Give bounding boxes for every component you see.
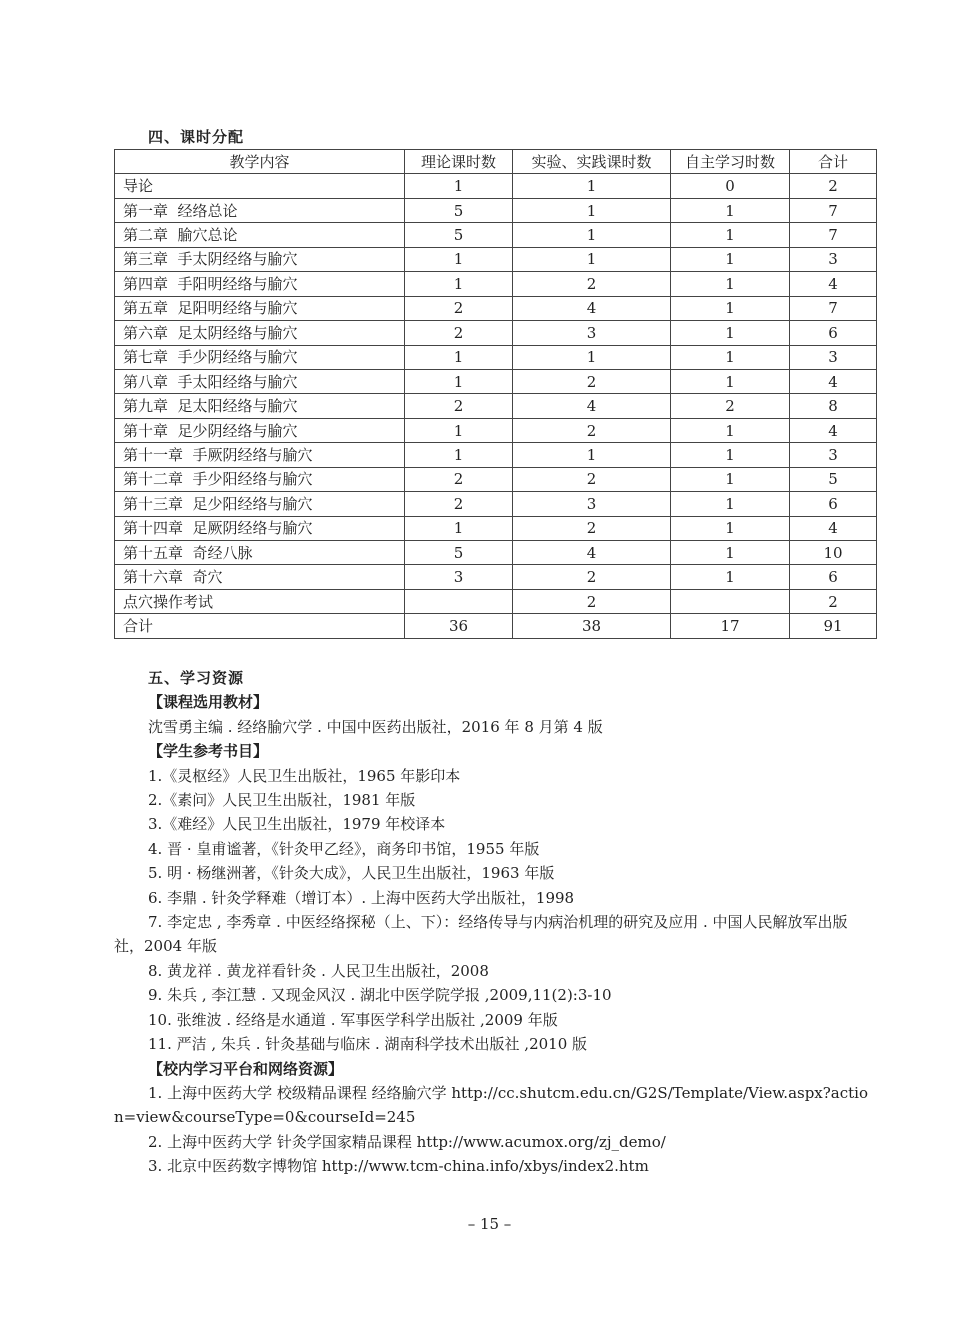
reference-item: 5. 明 · 杨继洲著，《针灸大成》，人民卫生出版社，1963 年版 bbox=[148, 864, 555, 883]
cell-practice-hours: 1 bbox=[513, 345, 671, 369]
references-heading: 【学生参考书目】 bbox=[148, 742, 269, 761]
cell-content: 第一章 经络总论 bbox=[115, 198, 405, 222]
cell-total: 91 bbox=[790, 614, 877, 638]
table-row bbox=[115, 614, 877, 638]
cell-self-study-hours: 1 bbox=[671, 418, 790, 442]
header-content: 教学内容 bbox=[115, 150, 405, 174]
section-5-title: 五、学习资源 bbox=[148, 669, 245, 687]
cell-theory-hours: 1 bbox=[405, 174, 513, 198]
cell-self-study-hours: 17 bbox=[671, 614, 790, 638]
cell-self-study-hours: 1 bbox=[671, 467, 790, 491]
learning-resources bbox=[114, 666, 876, 1179]
reference-item: 6. 李鼎 . 针灸学释难（增订本）. 上海中医药大学出版社，1998 bbox=[148, 888, 575, 907]
cell-self-study-hours: 2 bbox=[671, 394, 790, 418]
reference-item: 9. 朱兵 , 李江慧 . 又现金风汉 . 湖北中医学院学报 ,2009,11(2):3-10 bbox=[148, 986, 612, 1005]
cell-practice-hours: 3 bbox=[513, 492, 671, 516]
cell-practice-hours: 4 bbox=[513, 541, 671, 565]
cell-self-study-hours: 1 bbox=[671, 321, 790, 345]
cell-total: 4 bbox=[790, 272, 877, 296]
cell-practice-hours: 2 bbox=[513, 369, 671, 393]
cell-content: 第二章 腧穴总论 bbox=[115, 223, 405, 247]
table-row bbox=[115, 174, 877, 198]
cell-theory-hours: 2 bbox=[405, 321, 513, 345]
cell-practice-hours: 1 bbox=[513, 223, 671, 247]
online-resources-heading: 【校内学习平台和网络资源】 bbox=[148, 1059, 344, 1078]
reference-item: 1.《灵枢经》人民卫生出版社，1965 年影印本 bbox=[148, 766, 461, 785]
table-row bbox=[115, 345, 877, 369]
table-row bbox=[115, 296, 877, 320]
cell-self-study-hours: 1 bbox=[671, 443, 790, 467]
cell-self-study-hours: 1 bbox=[671, 223, 790, 247]
textbook-entry: 沈雪勇主编 . 经络腧穴学 . 中国中医药出版社，2016 年 8 月第 4 版 bbox=[148, 717, 603, 736]
cell-content: 第三章 手太阴经络与腧穴 bbox=[115, 247, 405, 271]
table-row bbox=[115, 272, 877, 296]
cell-practice-hours: 2 bbox=[513, 516, 671, 540]
cell-total: 2 bbox=[790, 589, 877, 613]
cell-practice-hours: 1 bbox=[513, 198, 671, 222]
cell-total: 3 bbox=[790, 247, 877, 271]
cell-total: 6 bbox=[790, 321, 877, 345]
cell-content: 第七章 手少阴经络与腧穴 bbox=[115, 345, 405, 369]
cell-practice-hours: 1 bbox=[513, 443, 671, 467]
cell-practice-hours: 2 bbox=[513, 418, 671, 442]
cell-practice-hours: 2 bbox=[513, 272, 671, 296]
table-row bbox=[115, 467, 877, 491]
cell-content: 第十六章 奇穴 bbox=[115, 565, 405, 589]
cell-content: 合计 bbox=[115, 614, 405, 638]
cell-practice-hours: 4 bbox=[513, 394, 671, 418]
online-resource-item: 1. 上海中医药大学 校级精品课程 经络腧穴学 http://cc.shutcm.edu.cn/G2S/Template/View.aspx?action=view&courseType=0&courseId=245 bbox=[114, 1083, 869, 1127]
table-row bbox=[115, 394, 877, 418]
cell-total: 2 bbox=[790, 174, 877, 198]
cell-practice-hours: 1 bbox=[513, 247, 671, 271]
cell-theory-hours: 1 bbox=[405, 369, 513, 393]
cell-theory-hours: 1 bbox=[405, 247, 513, 271]
reference-item: 3.《难经》人民卫生出版社，1979 年校译本 bbox=[148, 815, 446, 834]
section-4-title: 四、课时分配 bbox=[148, 128, 245, 146]
cell-practice-hours: 2 bbox=[513, 589, 671, 613]
online-resource-list bbox=[114, 1081, 876, 1179]
cell-theory-hours: 2 bbox=[405, 492, 513, 516]
cell-content: 第八章 手太阳经络与腧穴 bbox=[115, 369, 405, 393]
table-row bbox=[115, 247, 877, 271]
cell-theory-hours: 1 bbox=[405, 418, 513, 442]
reference-item: 8. 黄龙祥 . 黄龙祥看针灸 . 人民卫生出版社，2008 bbox=[148, 961, 489, 980]
cell-content: 第十四章 足厥阴经络与腧穴 bbox=[115, 516, 405, 540]
cell-practice-hours: 38 bbox=[513, 614, 671, 638]
header-self-study-hours: 自主学习时数 bbox=[671, 150, 790, 174]
cell-content: 第九章 足太阳经络与腧穴 bbox=[115, 394, 405, 418]
cell-total: 8 bbox=[790, 394, 877, 418]
cell-theory-hours: 36 bbox=[405, 614, 513, 638]
table-row bbox=[115, 541, 877, 565]
cell-self-study-hours: 1 bbox=[671, 296, 790, 320]
cell-content: 第四章 手阳明经络与腧穴 bbox=[115, 272, 405, 296]
cell-theory-hours: 2 bbox=[405, 467, 513, 491]
cell-theory-hours: 1 bbox=[405, 516, 513, 540]
cell-practice-hours: 3 bbox=[513, 321, 671, 345]
cell-theory-hours: 5 bbox=[405, 541, 513, 565]
online-resource-item: 2. 上海中医药大学 针灸学国家精品课程 http://www.acumox.org/zj_demo/ bbox=[148, 1132, 666, 1151]
cell-self-study-hours: 1 bbox=[671, 272, 790, 296]
page-number: – 15 – bbox=[467, 1215, 512, 1233]
cell-total: 6 bbox=[790, 565, 877, 589]
cell-total: 7 bbox=[790, 198, 877, 222]
cell-theory-hours: 1 bbox=[405, 443, 513, 467]
cell-total: 3 bbox=[790, 345, 877, 369]
cell-content: 第十二章 手少阳经络与腧穴 bbox=[115, 467, 405, 491]
table-row bbox=[115, 492, 877, 516]
table-row bbox=[115, 516, 877, 540]
table-row bbox=[115, 369, 877, 393]
reference-item: 11. 严洁 , 朱兵 . 针灸基础与临床 . 湖南科学技术出版社 ,2010 版 bbox=[148, 1035, 588, 1054]
cell-total: 7 bbox=[790, 223, 877, 247]
cell-self-study-hours: 1 bbox=[671, 565, 790, 589]
cell-total: 6 bbox=[790, 492, 877, 516]
table-row bbox=[115, 589, 877, 613]
table-row bbox=[115, 321, 877, 345]
cell-self-study-hours: 1 bbox=[671, 198, 790, 222]
table-row bbox=[115, 198, 877, 222]
cell-theory-hours bbox=[405, 589, 513, 613]
cell-content: 第十三章 足少阳经络与腧穴 bbox=[115, 492, 405, 516]
cell-practice-hours: 1 bbox=[513, 174, 671, 198]
cell-theory-hours: 2 bbox=[405, 394, 513, 418]
cell-content: 第十章 足少阴经络与腧穴 bbox=[115, 418, 405, 442]
online-resource-item: 3. 北京中医药数字博物馆 http://www.tcm-china.info/xbys/index2.htm bbox=[148, 1157, 649, 1176]
cell-theory-hours: 2 bbox=[405, 296, 513, 320]
cell-self-study-hours: 1 bbox=[671, 492, 790, 516]
cell-theory-hours: 1 bbox=[405, 272, 513, 296]
cell-content: 第十五章 奇经八脉 bbox=[115, 541, 405, 565]
cell-self-study-hours: 1 bbox=[671, 345, 790, 369]
reference-item: 7. 李定忠 , 李秀章 . 中医经络探秘（上、下）：经络传导与内病治机理的研究及应用 . 中国人民解放军出版社，2004 年版 bbox=[114, 913, 848, 956]
cell-total: 4 bbox=[790, 418, 877, 442]
cell-total: 7 bbox=[790, 296, 877, 320]
header-total: 合计 bbox=[790, 150, 877, 174]
cell-content: 第五章 足阳明经络与腧穴 bbox=[115, 296, 405, 320]
cell-theory-hours: 3 bbox=[405, 565, 513, 589]
table-body bbox=[115, 174, 877, 638]
cell-total: 4 bbox=[790, 369, 877, 393]
cell-self-study-hours: 1 bbox=[671, 369, 790, 393]
reference-list bbox=[114, 764, 876, 1057]
cell-content: 点穴操作考试 bbox=[115, 589, 405, 613]
table-row bbox=[115, 418, 877, 442]
textbook-heading: 【课程选用教材】 bbox=[148, 693, 269, 712]
reference-item: 10. 张维波 . 经络是水通道 . 军事医学科学出版社 ,2009 年版 bbox=[148, 1010, 558, 1029]
cell-content: 第六章 足太阴经络与腧穴 bbox=[115, 321, 405, 345]
hours-table bbox=[114, 149, 877, 639]
cell-theory-hours: 5 bbox=[405, 223, 513, 247]
cell-self-study-hours: 0 bbox=[671, 174, 790, 198]
cell-self-study-hours bbox=[671, 589, 790, 613]
cell-total: 5 bbox=[790, 467, 877, 491]
table-row bbox=[115, 223, 877, 247]
table-row bbox=[115, 443, 877, 467]
cell-practice-hours: 4 bbox=[513, 296, 671, 320]
cell-content: 导论 bbox=[115, 174, 405, 198]
cell-practice-hours: 2 bbox=[513, 467, 671, 491]
cell-total: 3 bbox=[790, 443, 877, 467]
header-theory-hours: 理论课时数 bbox=[405, 150, 513, 174]
cell-theory-hours: 5 bbox=[405, 198, 513, 222]
cell-total: 4 bbox=[790, 516, 877, 540]
cell-self-study-hours: 1 bbox=[671, 516, 790, 540]
reference-item: 2.《素问》人民卫生出版社，1981 年版 bbox=[148, 791, 416, 810]
cell-theory-hours: 1 bbox=[405, 345, 513, 369]
cell-total: 10 bbox=[790, 541, 877, 565]
cell-practice-hours: 2 bbox=[513, 565, 671, 589]
cell-content: 第十一章 手厥阴经络与腧穴 bbox=[115, 443, 405, 467]
header-practice-hours: 实验、实践课时数 bbox=[513, 150, 671, 174]
table-header-row bbox=[115, 150, 877, 174]
reference-item: 4. 晋 · 皇甫谧著，《针灸甲乙经》，商务印书馆，1955 年版 bbox=[148, 839, 540, 858]
cell-self-study-hours: 1 bbox=[671, 247, 790, 271]
cell-self-study-hours: 1 bbox=[671, 541, 790, 565]
table-row bbox=[115, 565, 877, 589]
